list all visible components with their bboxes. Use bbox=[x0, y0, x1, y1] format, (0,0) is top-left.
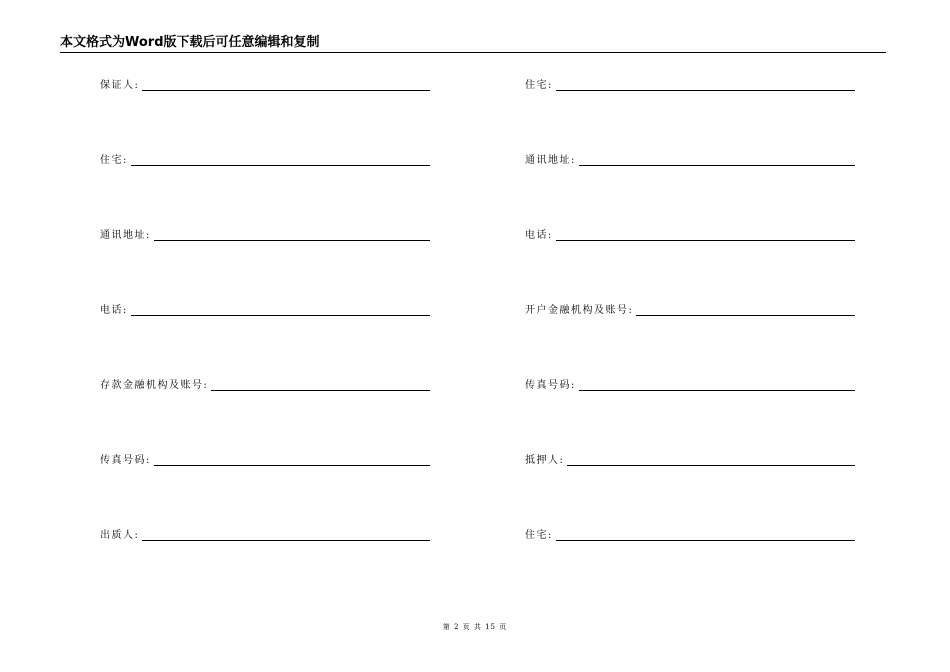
field-label: 存款金融机构及账号: bbox=[100, 380, 209, 391]
field-label: 抵押人: bbox=[525, 455, 565, 466]
field-label: 电话: bbox=[100, 305, 128, 316]
phone-field bbox=[525, 228, 855, 242]
fax-blank-line[interactable] bbox=[154, 465, 430, 466]
page-header bbox=[60, 36, 886, 53]
field-label: 住宅: bbox=[525, 80, 553, 91]
guarantor-bank-account-field bbox=[100, 378, 430, 392]
mortgagor-blank-line[interactable] bbox=[567, 465, 855, 466]
fax-blank-line[interactable] bbox=[579, 390, 855, 391]
residence-blank-line[interactable] bbox=[131, 165, 430, 166]
page-number: 第 2 页 共 15 页 bbox=[442, 623, 508, 631]
residence-field bbox=[525, 78, 855, 92]
guarantor-residence-field bbox=[100, 153, 430, 167]
phone-blank-line[interactable] bbox=[556, 240, 855, 241]
pledgor-blank-line[interactable] bbox=[142, 540, 430, 541]
guarantor-blank-line[interactable] bbox=[142, 90, 430, 91]
field-label: 住宅: bbox=[100, 155, 128, 166]
field-label: 保证人: bbox=[100, 80, 140, 91]
guarantor-field bbox=[100, 78, 430, 92]
field-label: 电话: bbox=[525, 230, 553, 241]
field-label: 出质人: bbox=[100, 530, 140, 541]
address-blank-line[interactable] bbox=[579, 165, 855, 166]
bank-account-field bbox=[525, 303, 855, 317]
phone-blank-line[interactable] bbox=[131, 315, 430, 316]
pledgor-field bbox=[100, 528, 430, 542]
address-field bbox=[525, 153, 855, 167]
bank-account-blank-line[interactable] bbox=[636, 315, 855, 316]
field-label: 传真号码: bbox=[525, 380, 576, 391]
address-blank-line[interactable] bbox=[154, 240, 430, 241]
field-label: 通讯地址: bbox=[525, 155, 576, 166]
guarantor-address-field bbox=[100, 228, 430, 242]
header-title: 本文格式为Word版下载后可任意编辑和复制 bbox=[60, 35, 320, 50]
residence-blank-line[interactable] bbox=[556, 540, 855, 541]
field-label: 通讯地址: bbox=[100, 230, 151, 241]
field-label: 住宅: bbox=[525, 530, 553, 541]
guarantor-phone-field bbox=[100, 303, 430, 317]
mortgagor-field bbox=[525, 453, 855, 467]
bank-account-blank-line[interactable] bbox=[211, 390, 430, 391]
field-label: 开户金融机构及账号: bbox=[525, 305, 634, 316]
guarantor-fax-field bbox=[100, 453, 430, 467]
mortgagor-residence-field bbox=[525, 528, 855, 542]
residence-blank-line[interactable] bbox=[556, 90, 855, 91]
field-label: 传真号码: bbox=[100, 455, 151, 466]
fax-field bbox=[525, 378, 855, 392]
